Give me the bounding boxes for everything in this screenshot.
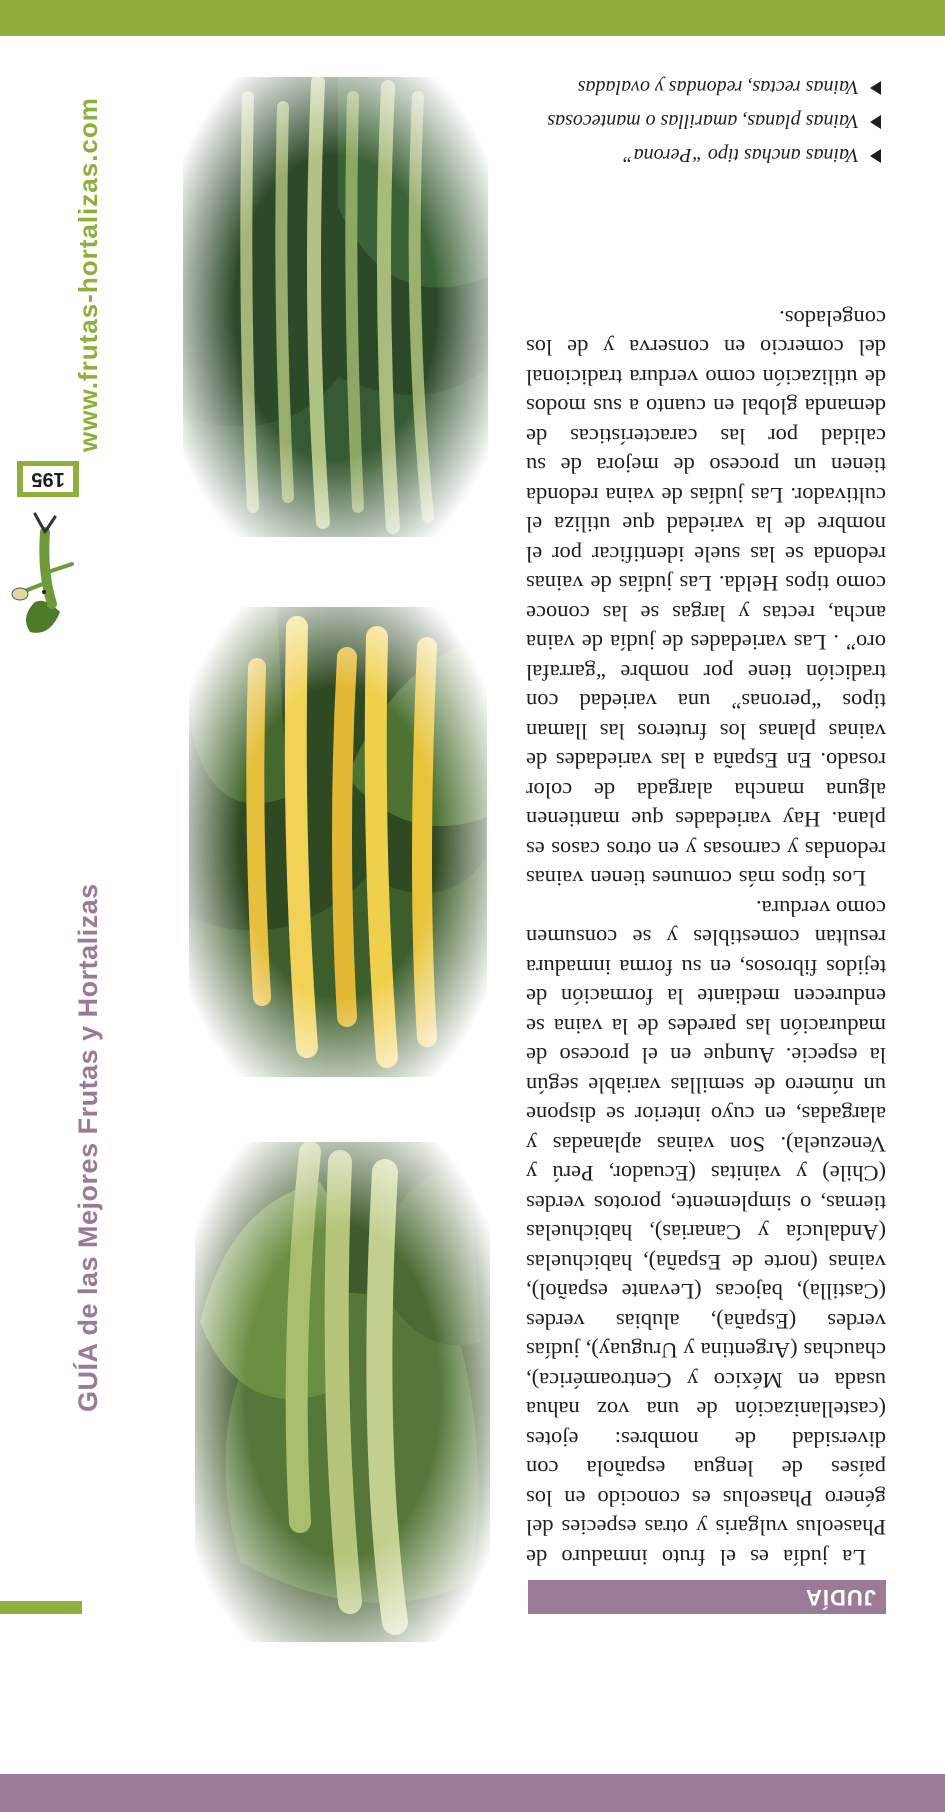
section-title: JUDÍA bbox=[804, 1585, 876, 1610]
bean-type-list bbox=[505, 70, 885, 172]
website-vertical bbox=[43, 92, 103, 452]
paragraph: Los tipos más comunes tienen vainas redondas y carnosas y en otros casos es plana. Hay variedades que mantienen alguna mancha alargada de color rosado. En España a las variedades de vainas planas los fruteros las llaman tipos “peronas” una variedad con tradición tiene por nombre “garrafal oro” . Las variedades de judía de vaina ancha, rectas y largas se las conoce como tipos Helda. Las judías de vainas redonda se las suele identificar por el nombre de la variedad que utiliza el cultivador. Las judías de vaina redonda tienen un proceso de mejora de su calidad por las características de demanda global en cuanto a sus modos de utilización como verdura tradicional del comercio en conserva y de los congelados. bbox=[526, 306, 886, 892]
guide-title: GUÍA de las Mejores Frutas y Hortalizas bbox=[73, 883, 103, 1412]
photo-yellow-wax-beans bbox=[189, 607, 487, 1077]
list-item: Vainas anchas tipo “Perona” bbox=[505, 138, 885, 172]
paragraph: La judía es el fruto inmaduro de Phaseolus vulgaris y otras especies del género Phaseolus es conocido en los países de lengua española con diversidad de nombres: ejotes (castellanización de una voz nahua usada en México y Centroamérica), chauchas (Argentina y Uruguay), judías verdes (España), alubias verdes (Castilla), bajocas (Levante español), vainas (norte de España), habichuelas (Andalucía y Canarias), habichuelas tiernas, o simplemente, porotos verdes (Chile) y vainitas (Ecuador, Perú y Venezuela). Son vainas aplanadas y alargadas, en cuyo interior se dispone un número de semillas variable según la especie. Aunque en el proceso de maduración las paredes de la vaina se endurecen mediante la formación de tejidos fibrosos, en su forma inmadura resultan comestibles y se consumen como verdura. bbox=[526, 896, 886, 1570]
list-item: Vainas rectas, redondas y ovaladas bbox=[505, 70, 885, 104]
page-number: 195 bbox=[23, 466, 73, 492]
triangle-bullet-icon bbox=[870, 149, 881, 163]
page-number-box bbox=[17, 461, 79, 497]
bottom-color-band bbox=[0, 0, 945, 36]
article-body bbox=[526, 304, 886, 1573]
guide-title-vertical bbox=[43, 872, 103, 1412]
triangle-bullet-icon bbox=[870, 115, 881, 129]
section-title-bar bbox=[528, 1580, 886, 1614]
green-accent-line bbox=[0, 1601, 82, 1614]
triangle-bullet-icon bbox=[870, 81, 881, 95]
photo-flat-green-beans bbox=[195, 1142, 490, 1642]
top-color-band bbox=[0, 1774, 945, 1812]
website-url: www.frutas-hortalizas.com bbox=[73, 97, 103, 452]
vegetable-mascot-icon bbox=[5, 502, 100, 642]
list-item: Vainas planas, amarillas o mantecosas bbox=[505, 104, 885, 138]
photo-round-green-beans bbox=[183, 77, 488, 537]
